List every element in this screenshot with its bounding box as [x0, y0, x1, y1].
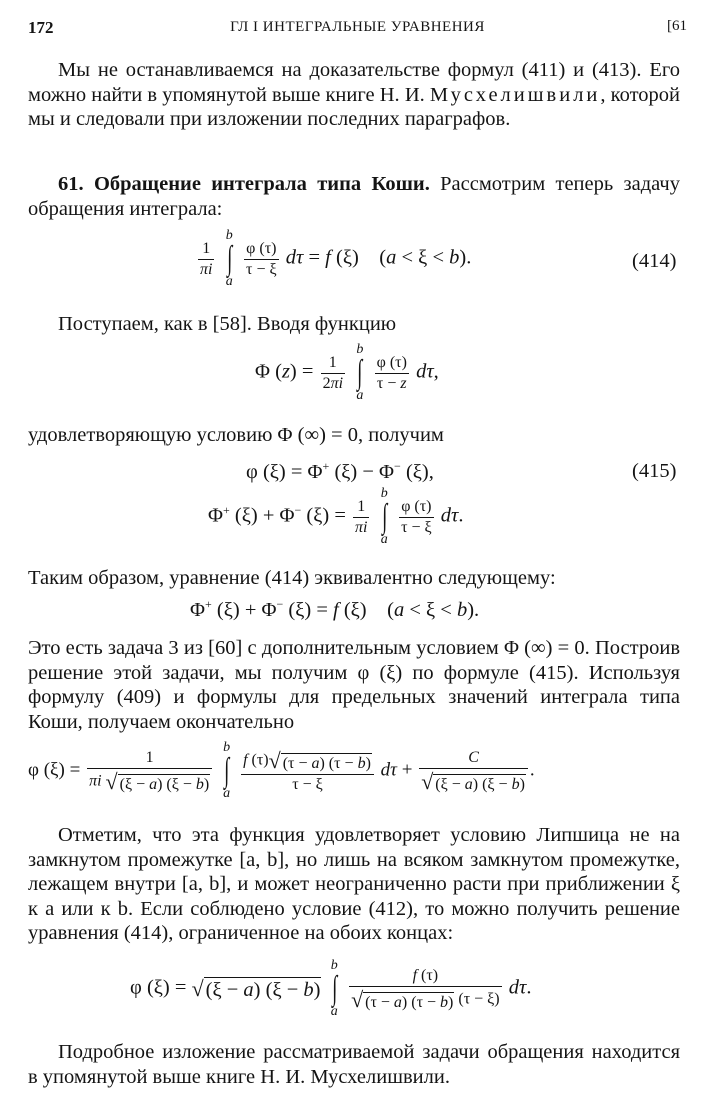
paragraph-thus: Таким образом, уравнение (414) эквивалентно следующему:	[28, 567, 556, 589]
equation-414: $\frac{1}{\pi i}$ b ∫ a $\frac{\varphi (\tau)}{\tau - \xi}$ dτ = f (ξ) (a < ξ < b).	[200, 228, 472, 289]
equation-number-414: (414)	[632, 250, 677, 272]
section-marker: [61	[667, 18, 687, 34]
author-name-spaced: Мусхелишвили	[429, 83, 601, 106]
equation-solution-bounded: φ (ξ) = √(ξ − a) (ξ − b) b ∫ a $\frac{f (\tau)}{√ (\tau - a) (\tau - b) (\tau - \xi)}$ dτ.	[130, 958, 532, 1019]
paragraph-satisfy: удовлетворяющую условию Φ (∞) = 0, получим	[28, 424, 444, 446]
paragraph-problem: Это есть задача 3 из [60] с дополнительным условием Φ (∞) = 0. Построив решение этой задачи, мы получим φ (ξ) по формуле (415). Используя формулу (409) и формулы для предельных значений интеграла типа Коши, получаем окончательно	[28, 637, 680, 733]
intro-text-end: , которой мы и следовали при изложении последних параграфов.	[28, 83, 680, 131]
equation-equivalent: Φ+ (ξ) + Φ− (ξ) = f (ξ) (a < ξ < b).	[190, 597, 480, 621]
equation-number-415: (415)	[632, 460, 677, 482]
section-heading: 61. Обращение интеграла типа Коши.	[58, 173, 430, 195]
paragraph-proceed: Поступаем, как в [58]. Вводя функцию	[58, 313, 397, 335]
equation-solution-general: φ (ξ) = $\frac{1}{\pi i √ (\xi - a) (\xi - b)}$ b ∫ a $\frac{f (\tau)√ (\tau - a) (\tau - b)}{\tau - \xi}$ dτ + $\frac{C}{√ (\xi - a) (\xi - b)}$ .	[28, 740, 535, 801]
equation-415-line2: Φ+ (ξ) + Φ− (ξ) = $\frac{1}{\pi i}$ b ∫ a $\frac{\varphi (\tau)}{\tau - \xi}$ dτ.	[208, 486, 464, 547]
running-title: ГЛ I ИНТЕГРАЛЬНЫЕ УРАВНЕНИЯ	[230, 19, 485, 35]
running-header	[28, 18, 687, 42]
equation-phi-definition: Φ (z) = $\frac{1}{2\pi i}$ b ∫ a $\frac{\varphi (\tau)}{\tau - z}$ dτ,	[255, 342, 439, 403]
page-number: 172	[28, 18, 54, 37]
paragraph-final: Подробное изложение рассматриваемой задачи обращения находится в упомянутой выше книге Н. И. Мусхелишвили.	[28, 1041, 680, 1088]
section-text: Рассмотрим теперь задачу обращения интеграла:	[28, 173, 680, 220]
paragraph-intro	[28, 58, 680, 132]
equation-415-line1: φ (ξ) = Φ+ (ξ) − Φ− (ξ),	[246, 459, 434, 483]
paragraph-lipschitz-note: Отметим, что эта функция удовлетворяет условию Липшица не на замкнутом промежутке [a, b], но лишь на всяком замкнутом промежутке, лежащем внутри [a, b], и может неограниченно расти при приближении ξ к a или к b. Если соблюдено условие (412), то можно получить решение уравнения (414), ограниченное на обоих концах:	[28, 824, 680, 945]
intro-text: Мы не останавливаемся на доказательстве формул (411) и (413). Его можно найти в упомянутой выше книге Н. И.	[28, 59, 680, 106]
section-61-intro	[28, 172, 680, 221]
